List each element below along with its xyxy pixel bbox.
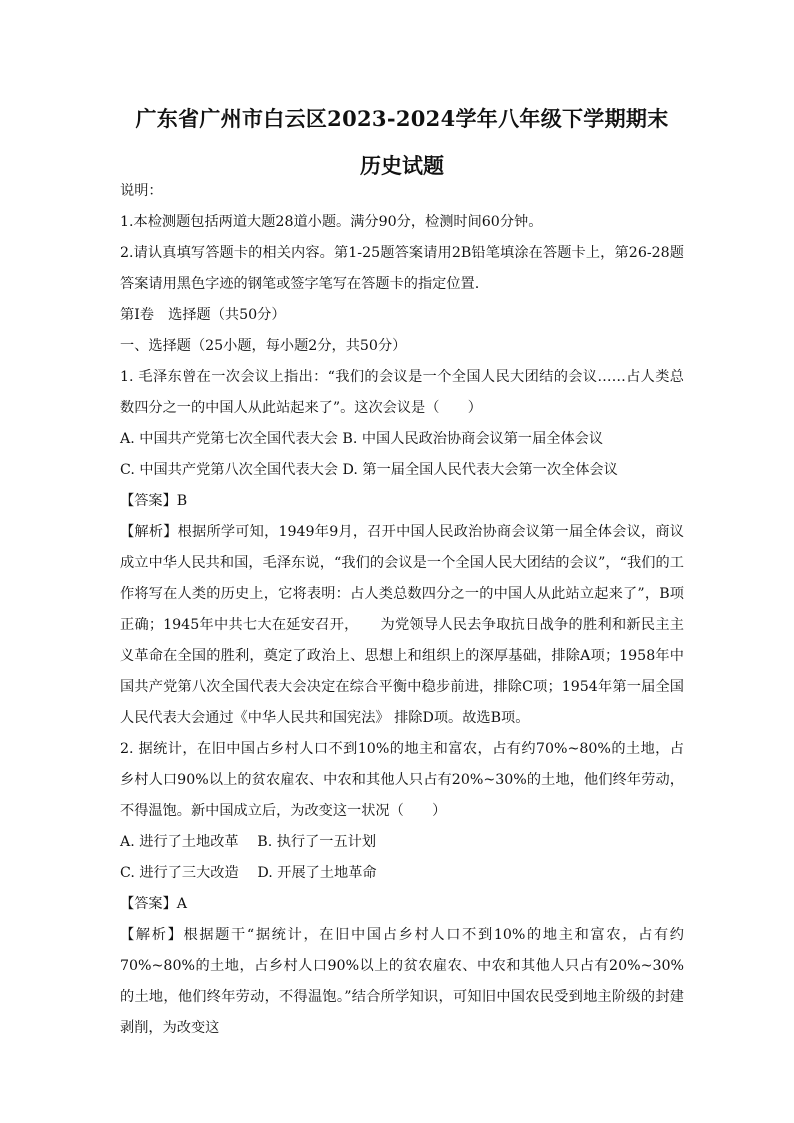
section-heading: 第Ⅰ卷 选择题（共50分） — [120, 307, 286, 323]
instruction-2: 2.请认真填写答题卡的相关内容。第1-25题答案请用2B铅笔填涂在答题卡上，第26-28题答案请用黑色字迹的钢笔或签字笔写在答题卡的指定位置. — [120, 245, 684, 292]
instruction-1: 1.本检测题包括两道大题28道小题。满分90分，检测时间60分钟。 — [120, 214, 543, 230]
question-2-analysis: 【解析】根据题干“据统计，在旧中国占乡村人口不到10%的地主和富农，占有约70%~80%的土地，占乡村人口90%以上的贫农雇农、中农和其他人只占有20%~30%的土地，他们终年劳动，不得温饱。”结合所学知识，可知旧中国农民受到地主阶级的封建剥削，为改变这 — [120, 927, 684, 1036]
question-2-options-cd: C. 进行了三大改造 D. 开展了土地革命 — [120, 865, 377, 881]
question-1-answer: 【答案】B — [120, 493, 188, 509]
question-1: 1. 毛泽东曾在一次会议上指出：“我们的会议是一个全国人民大团结的会议……占人类总数四分之一的中国人从此站起来了”。这次会议是（ ） — [120, 369, 684, 416]
question-1-options-ab: A. 中国共产党第七次全国代表大会 B. 中国人民政治协商会议第一届全体会议 — [120, 431, 604, 447]
question-1-options-cd: C. 中国共产党第八次全国代表大会 D. 第一届全国人民代表大会第一次全体会议 — [120, 462, 618, 478]
question-2-options-ab: A. 进行了土地改革 B. 执行了一五计划 — [120, 834, 377, 850]
page-subtitle: 历史试题 — [360, 153, 444, 178]
instructions-heading: 说明： — [120, 183, 163, 199]
part-heading: 一、选择题（25小题，每小题2分，共50分） — [120, 338, 407, 354]
question-2: 2. 据统计，在旧中国占乡村人口不到10%的地主和富农，占有约70%~80%的土地，占乡村人口90%以上的贫农雇农、中农和其他人只占有20%~30%的土地，他们终年劳动，不得温饱。新中国成立后，为改变这一状况（ ） — [120, 741, 684, 819]
question-2-answer: 【答案】A — [120, 896, 187, 912]
question-1-analysis: 【解析】根据所学可知，1949年9月，召开中国人民政治协商会议第一届全体会议，商议成立中华人民共和国，毛泽东说，“我们的会议是一个全国人民大团结的会议”，“我们的工作将写在人类的历史上，它将表明：占人类总数四分之一的中国人从此站立起来了”，B项正确；1945年中共七大在延安召开， 为党领导人民去争取抗日战争的胜利和新民主主义革命在全国的胜利，奠定了政治上、思想上和组织上的深厚基础，排除A项；1958年中国共产党第八次全国代表大会决定在综合平衡中稳步前进，排除C项；1954年第一届全国人民代表大会通过《中华人民共和国宪法》 排除D项。故选B项。 — [120, 524, 684, 726]
page-title: 广东省广州市白云区2023-2024学年八年级下学期期末 — [135, 106, 669, 131]
